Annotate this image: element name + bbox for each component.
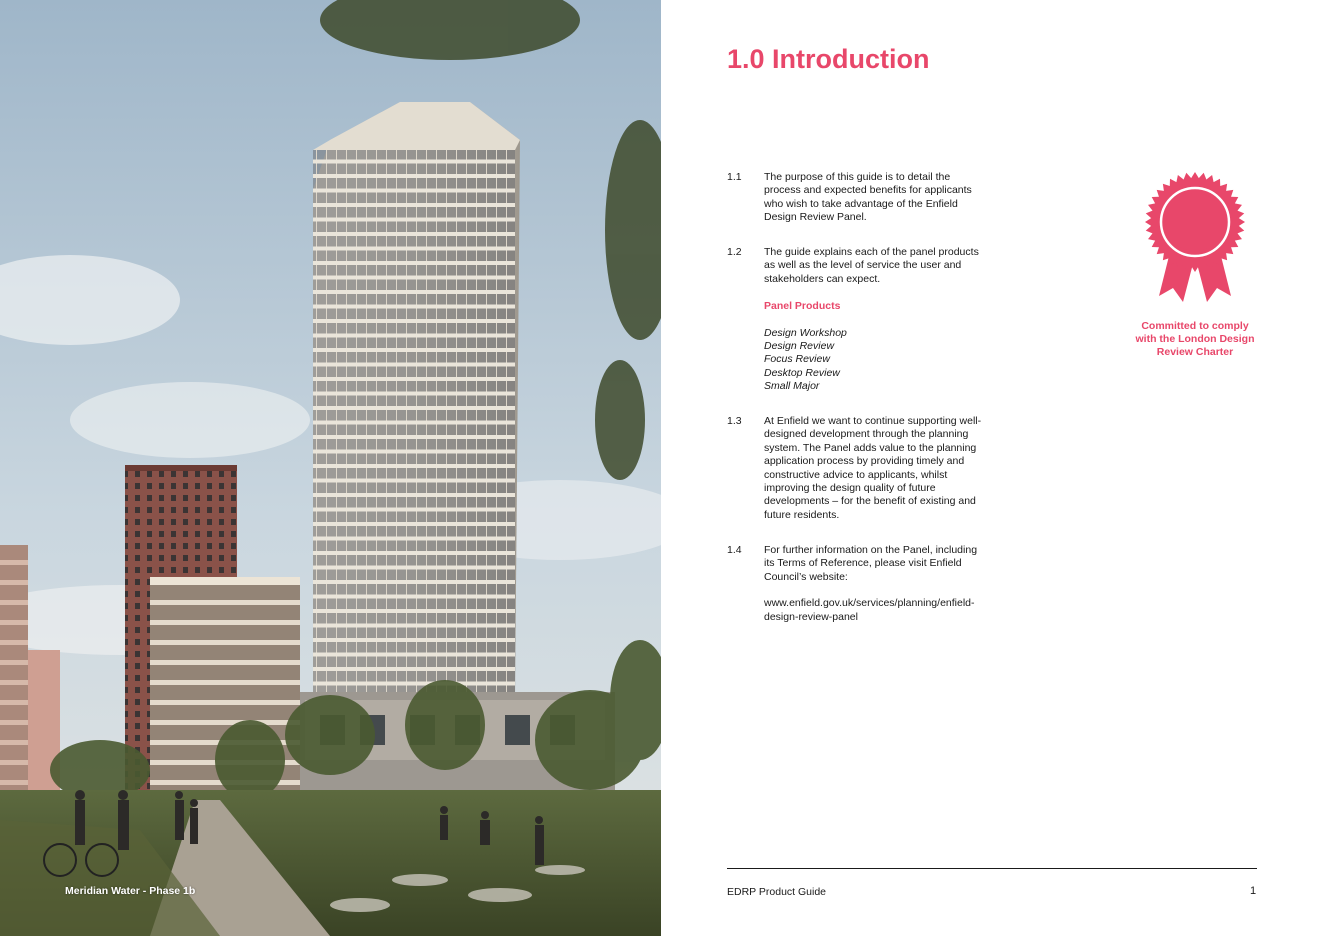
section-text: At Enfield we want to continue supporting well-designed development through the planning system. The Panel adds value to the planning application process by providing timely and constructive advice to applicants, whilst improving the design quality of future developments – for the benefit of existing and future residents.: [764, 415, 982, 521]
charter-badge-text: Committed to comply with the London Design Review Charter: [1135, 320, 1255, 358]
page-number: 1: [1250, 885, 1257, 897]
panel-products-list: [764, 327, 987, 394]
photo-caption: Meridian Water - Phase 1b: [65, 885, 196, 897]
panel-products-heading: Panel Products: [764, 300, 841, 313]
section-number: 1.3: [727, 415, 742, 427]
list-item: Focus Review: [764, 353, 830, 366]
cover-photo: [0, 0, 661, 936]
footer-divider: [727, 868, 1257, 869]
rosette-icon: [1143, 170, 1247, 302]
section-text: For further information on the Panel, including its Terms of Reference, please visit Enfield Council’s website:: [764, 544, 978, 583]
website-link[interactable]: www.enfield.gov.uk/services/planning/enfield-design-review-panel: [764, 597, 975, 623]
list-item: Small Major: [764, 380, 820, 393]
section-1-3: [727, 415, 987, 522]
section-text: The purpose of this guide is to detail the process and expected benefits for applicants who wish to take advantage of the Enfield Design Review Panel.: [764, 171, 972, 224]
charter-badge: [1130, 170, 1260, 359]
section-number: 1.4: [727, 544, 742, 556]
page-title: 1.0 Introduction: [727, 44, 930, 74]
section-1-4: [727, 544, 987, 624]
list-item: Design Workshop: [764, 326, 847, 339]
list-item: Design Review: [764, 340, 835, 353]
section-number: 1.2: [727, 246, 742, 258]
footer-title: EDRP Product Guide: [727, 886, 827, 898]
section-number: 1.1: [727, 171, 742, 183]
section-text: The guide explains each of the panel products as well as the level of service the user and stakeholders can expect.: [764, 246, 979, 285]
list-item: Desktop Review: [764, 366, 840, 379]
section-1-1: [727, 171, 987, 225]
section-1-2: [727, 246, 987, 394]
